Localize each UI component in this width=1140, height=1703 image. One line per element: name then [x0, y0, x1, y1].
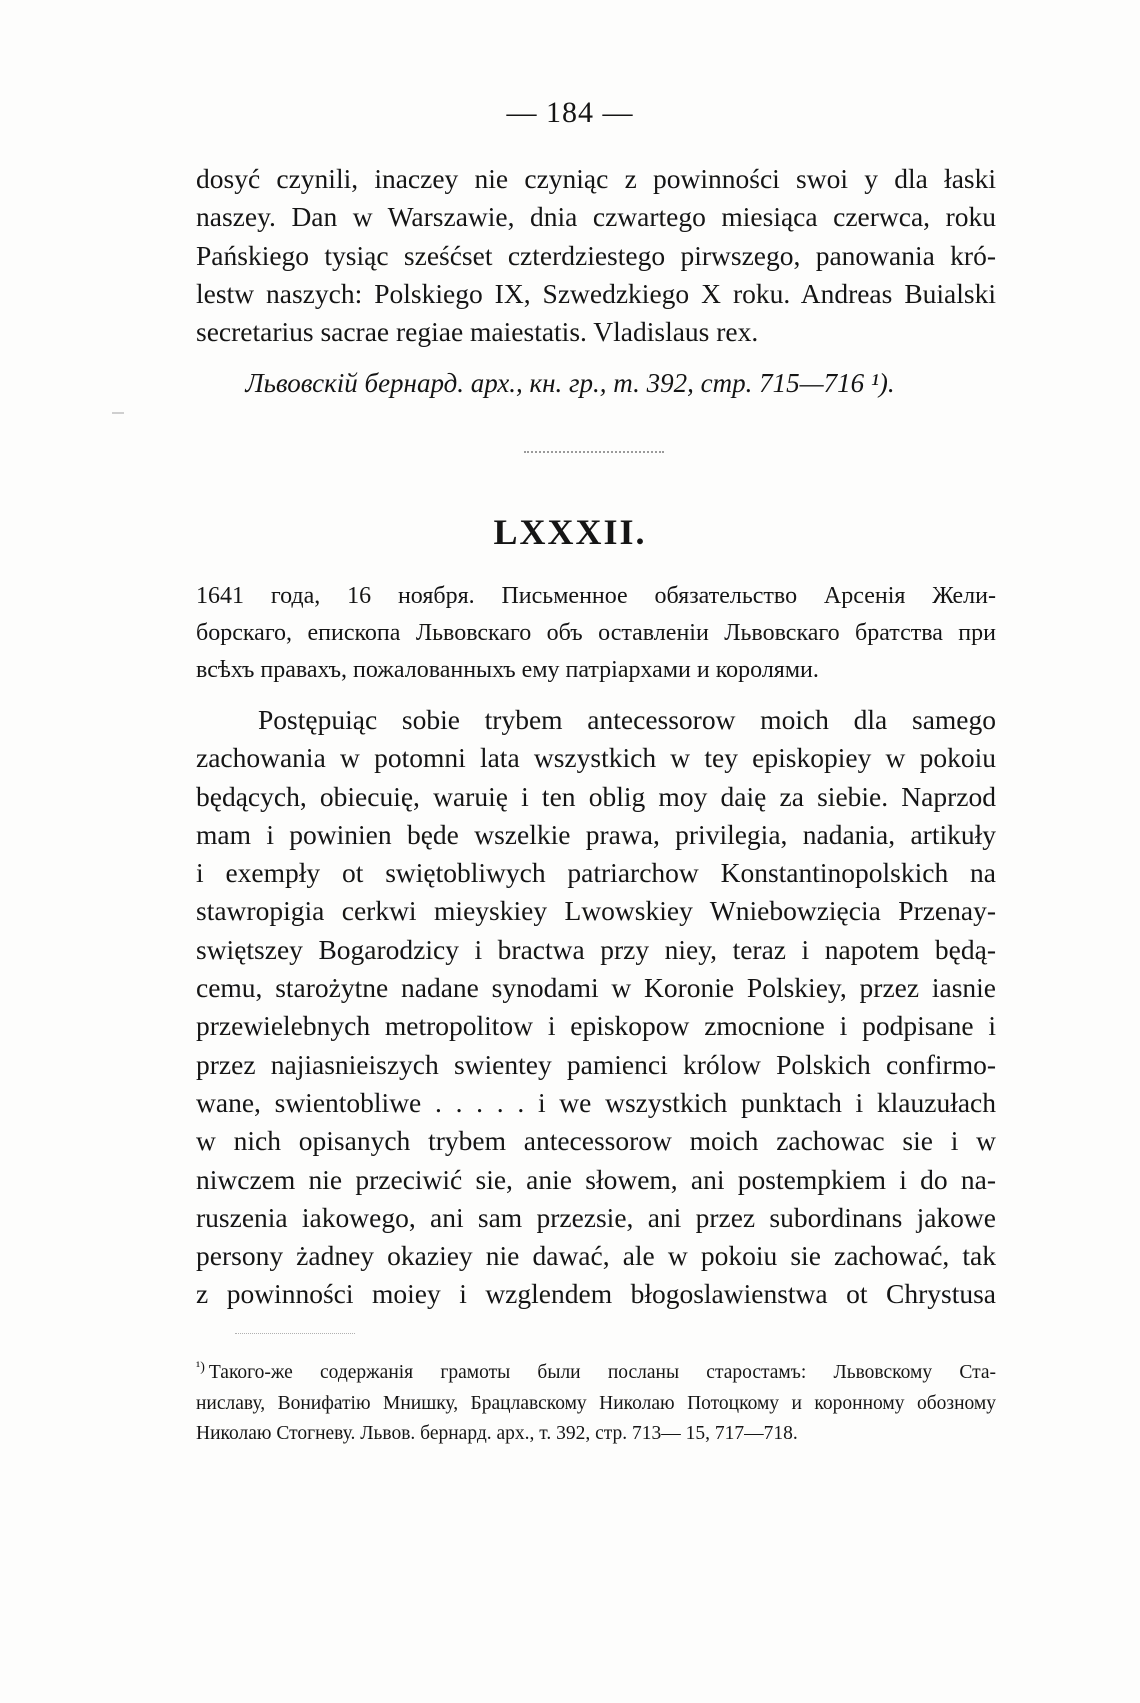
body-line: i exempły ot swiętobliwych patriarchow Konstantinopolskich na — [196, 857, 996, 889]
body-line: stawropigia cerkwi mieyskiey Lwowskiey Wniebowzięcia Przenay- — [196, 895, 996, 927]
body-line: niwczem nie przeciwić sie, anie słowem, ani postempkiem i do na- — [196, 1163, 996, 1195]
footnote-line-text: Такого-же содержанія грамоты были посланы старостамъ: Львовскому Ста- — [208, 1362, 996, 1383]
document-summary — [196, 578, 996, 689]
text-line: lestw naszych: Polskiego IX, Szwedzkiego X roku. Andreas Buialski — [196, 277, 996, 309]
section-separator — [524, 451, 664, 453]
body-line: ruszenia iakowego, ani sam przezsie, ani przez subordinans jakowe — [196, 1201, 996, 1233]
text-line: dosyć czynili, inaczey nie czyniąc z powinności swoi y dla łaski — [196, 163, 996, 194]
footnote-line: Николаю Стогневу. Львов. бернард. арх., т. 392, стр. 713— 15, 717—718. — [196, 1423, 798, 1444]
body-line: wane, swientobliwe . . . . . i we wszystkich punktach i klauzułach — [196, 1086, 996, 1118]
body-line: przez najiasnieiszych swientey pamienci królow Polskich confirmo- — [196, 1048, 996, 1080]
margin-mark — [112, 412, 124, 414]
body-line: z powinności moiey i wzglendem błogoslawienstwa ot Chrystusa — [196, 1278, 996, 1310]
document-number-heading: LXXXII. — [493, 512, 647, 552]
body-line: mam i powinien będe wszelkie prawa, privilegia, nadania, artikuły — [196, 818, 996, 850]
body-line: przewielebnych metropolitow i episkopow zmocnione i podpisane i — [196, 1010, 996, 1042]
body-line: zachowania w potomni lata wszystkich w tey episkopiey w pokoiu — [196, 742, 996, 774]
archive-citation: Львовскій бернард. арх., кн. гр., т. 392, стр. 715—716 ¹). — [245, 368, 895, 398]
summary-line: всѣхъ правахъ, пожалованныхъ ему патріархами и королями. — [196, 657, 819, 683]
footnote-line — [196, 1358, 996, 1389]
summary-line: 1641 года, 16 ноября. Письменное обязательство Арсенія Жели- — [196, 583, 996, 609]
footnote — [196, 1358, 996, 1450]
body-line: będących, obiecuię, waruię i ten oblig moy daię za siebie. Naprzod — [196, 780, 996, 812]
page-number: — 184 — — [506, 96, 634, 129]
body-line: w nich opisanych trybem antecessorow moich zachowac sie i w — [196, 1125, 996, 1157]
summary-line: борскаго, епископа Львовскаго объ оставленіи Львовскаго братства при — [196, 620, 996, 646]
body-line: swiętszey Bogarodzicy i bractwa przy niey, teraz i napotem będą- — [196, 933, 996, 965]
text-line: naszey. Dan w Warszawie, dnia czwartego miesiąca czerwca, roku — [196, 201, 996, 233]
body-line: Postępuiąc sobie trybem antecessorow moich dla samego — [258, 704, 996, 735]
body-line: cemu, starożytne nadane synodami w Koronie Polskiey, przez iasnie — [196, 972, 996, 1004]
document-body — [196, 701, 996, 1314]
text-line: secretarius sacrae regiae maiestatis. Vladislaus rex. — [196, 316, 759, 348]
footnote-line: ниславу, Вонифатію Мнишку, Брацлавскому Николаю Потоцкому и коронному обозному — [196, 1392, 996, 1414]
footnote-divider — [235, 1333, 355, 1334]
intro-paragraph — [196, 160, 996, 351]
text-line: Pańskiego tysiąc sześćset czterdziestego pirwszego, panowania kró- — [196, 239, 996, 271]
body-line: persony żadney okaziey nie dawać, ale w pokoiu sie zachować, tak — [196, 1240, 996, 1272]
footnote-marker: ¹) — [196, 1360, 205, 1375]
